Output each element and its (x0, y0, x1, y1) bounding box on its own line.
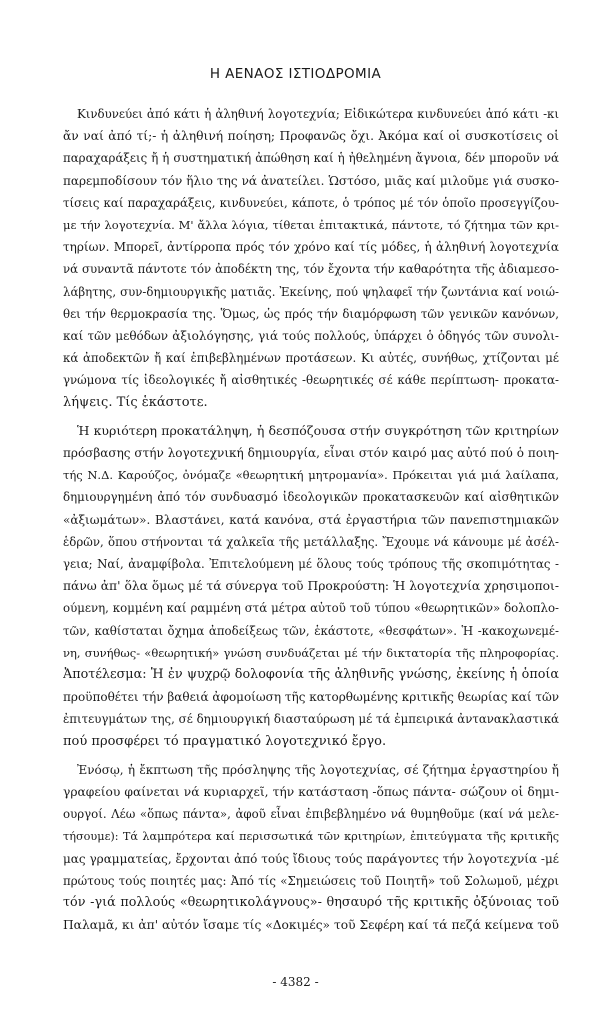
text-line: Κινδυνεύει ἀπό κάτι ἡ ἀληθινή λογοτεχνία; Εἰδικώτερα κινδυνεύει ἀπό κάτι -κι (77, 107, 559, 121)
text-line: νη, συνήθως- «θεωρητική» γνώση συνδυάζεται μέ τήν δικτατορία τῆς πληροφορίας. (63, 645, 559, 660)
text-line: ουργοί. Λέω «ὅπως πάντα», ἀφοῦ εἶναι ἐπιβεβλημένο νά θυμηθοῦμε (καί νά μελε- (63, 807, 559, 822)
text-line: θει τήν θερμοκρασία της. Ὅμως, ὡς πρός τήν διαμόρφωση τῶν γενικῶν κανόνων, (63, 306, 559, 321)
text-line: τόν -γιά πολλούς «θεωρητικολάγνους»- θησαυρό τῆς κριτικῆς ὀξύνοιας τοῦ (63, 895, 559, 911)
text-line: δημιουργημένη ἀπό τόν συνδυασμό ἰδεολογικῶν προκατασκευῶν καί αἰσθητικῶν (63, 490, 559, 505)
body-text (63, 103, 559, 943)
text-line: ούμενη, κομμένη καί ραμμένη στά μέτρα αὐτοῦ τοῦ τύπου «θεωρητικῶν» δολοπλο- (63, 601, 559, 616)
text-line: γνώμονα τίς ἰδεολογικές ἤ αἰσθητικές -θεωρητικές σέ κάθε περίπτωση- προκατα- (63, 373, 559, 388)
text-line: γραφείου φαίνεται νά κυριαρχεῖ, τήν κατάσταση -ὅπως πάντα- σώζουν οἱ δημι- (63, 785, 559, 800)
text-line: προϋποθέτει τήν βαθειά ἀφομοίωση τῆς κατορθωμένης κριτικῆς θεωρίας καί τῶν (63, 690, 559, 705)
text-line: Ἀποτέλεσμα: Ἡ ἐν ψυχρῷ δολοφονία τῆς ἀληθινῆς γνώσης, ἐκείνης ἡ ὁποία (63, 667, 559, 683)
text-line: πρώτους τούς ποιητές μας: Ἀπό τίς «Σημειώσεις τοῦ Ποιητῆ» τοῦ Σολωμοῦ, μέχρι (63, 873, 559, 888)
text-line: πάνω ἀπ' ὅλα ὅμως μέ τά σύνεργα τοῦ Προκρούστη: Ἡ λογοτεχνία χρησιμοποι- (63, 579, 559, 594)
text-line: κά ἀποδεκτῶν ἤ καί ἐπιβεβλημένων προτάσεων. Κι αὐτές, συνήθως, χτίζονται μέ (63, 351, 559, 366)
text-line: πού προσφέρει τό πραγματικό λογοτεχνικό ἔργο. (63, 733, 387, 749)
text-line: ἑδρῶν, ὅπου στήνονται τά χαλκεῖα τῆς μετάλλαξης. Ἔχουμε νά κάνουμε μέ ἀσέλ- (63, 534, 559, 549)
text-line: Ἐνόσῳ, ἡ ἔκπτωση τῆς πρόσληψης τῆς λογοτεχνίας, σέ ζήτημα ἐργαστηρίου ἤ (77, 762, 559, 777)
text-line: με τήν λογοτεχνία. Μ' ἄλλα λόγια, τίθεται ἐπιτακτικά, πάντοτε, τό ζήτημα τῶν κρι- (63, 218, 559, 233)
text-line: ἄν ναί ἀπό τί;- ἡ ἀληθινή ποίηση; Προφανῶς ὄχι. Ἀκόμα καί οἱ συσκοτίσεις οἱ (63, 129, 559, 144)
text-line: τηρίων. Μπορεῖ, ἀντίρροπα πρός τόν χρόνο καί τίς μόδες, ἡ ἀληθινή λογοτεχνία (63, 240, 559, 255)
text-line: τίσεις καί παραχαράξεις, κινδυνεύει, κάποτε, ὁ τρόπος μέ τόν ὁποῖο προσεγγίζου- (63, 195, 559, 210)
paragraph (63, 759, 559, 937)
text-line: παραχαράξεις ἤ ἡ συστηματική ἀπώθηση καί ἡ ἠθελημένη ἄγνοια, δέν μποροῦν νά (63, 151, 559, 166)
text-line: τήσουμε): Τά λαμπρότερα καί περισσωτικά τῶν κριτηρίων, ἐπιτεύγματα τῆς κριτικῆς (63, 829, 559, 843)
text-line: τῶν, καθίσταται ὄχημα ἀποδείξεως τῶν, ἑκάστοτε, «θεσφάτων». Ἡ -κακοχωνεμέ- (63, 623, 559, 638)
text-line: Παλαμᾶ, κι ἀπ' αὐτόν ἴσαμε τίς «Δοκιμές» τοῦ Σεφέρη καί τά πεζά κείμενα τοῦ (63, 918, 559, 933)
page-number: - 4382 - (272, 975, 319, 989)
text-line: καί τῶν μεθόδων ἀξιολόγησης, γιά τούς πολλούς, ὑπάρχει ὁ ὁδηγός τῶν συνολι- (63, 329, 559, 344)
text-line: πρόσβασης στήν λογοτεχνική δημιουργία, εἶναι στόν καιρό μας αὐτό πού ὁ ποιη- (63, 446, 559, 461)
text-line: γεια; Ναί, ἀναμφίβολα. Ἐπιτελούμενη μέ ὅλους τούς τρόπους τῆς σκοπιμότητας - (63, 557, 559, 572)
text-line: Ἡ κυριότερη προκατάληψη, ἡ δεσπόζουσα στήν συγκρότηση τῶν κριτηρίων (77, 422, 559, 438)
paragraph (63, 420, 559, 753)
page-title: Η ΑΕΝΑΟΣ ΙΣΤΙΟΔΡΟΜΙΑ (209, 66, 382, 82)
text-line: ἐπιτευγμάτων της, σέ δημιουργική διασταύρωση μέ τά ἐμπειρικά ἀντανακλαστικά (63, 712, 559, 727)
text-line: νά συναντᾶ πάντοτε τόν ἀποδέκτη της, τόν ἔχοντα τήν καθαρότητα τῆς ἀδιαμεσο- (63, 262, 559, 277)
text-line: λήψεις. Τίς ἑκάστοτε. (63, 394, 208, 410)
text-line: παρεμποδίσουν τόν ἥλιο της νά ἀνατείλει. Ὡστόσο, μιᾶς καί μιλοῦμε γιά συσκο- (63, 173, 559, 188)
text-line: μας γραμματείας, ἔρχονται ἀπό τούς ἴδιους τούς παράγοντες τήν λογοτεχνία -μέ (63, 851, 559, 866)
paragraph (63, 103, 559, 414)
text-line: λάβητης, συν-δημιουργικῆς ματιᾶς. Ἐκείνης, πού ψηλαφεῖ τήν ζωντάνια καί νοιώ- (63, 284, 559, 299)
text-line: τής Ν.Δ. Καρούζος, ὀνόμαζε «θεωρητική μητρομανία». Πρόκειται γιά μιά λαίλαπα, (63, 468, 559, 483)
text-line: «ἀξιωμάτων». Βλαστάνει, κατά κανόνα, στά ἐργαστήρια τῶν πανεπιστημιακῶν (63, 512, 559, 527)
